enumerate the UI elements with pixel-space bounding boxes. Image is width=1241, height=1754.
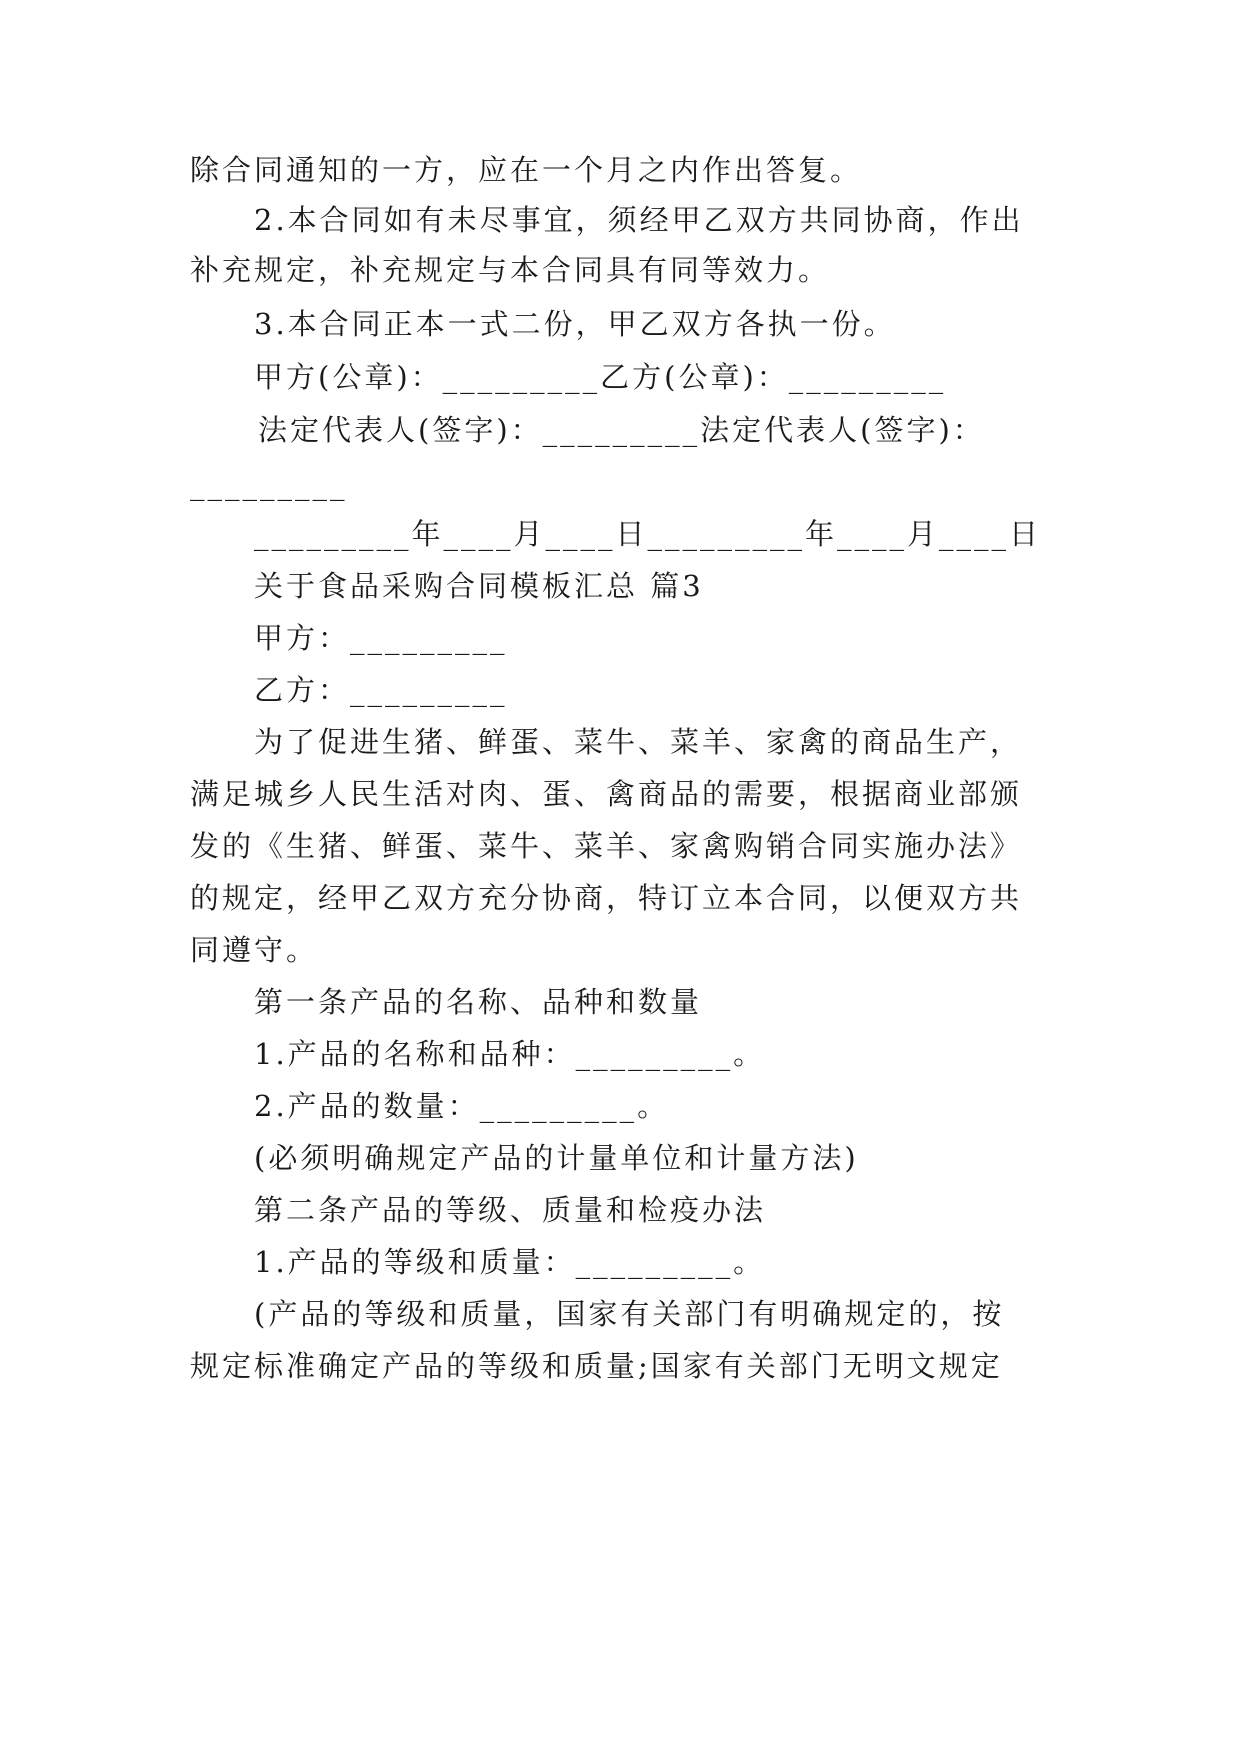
preamble-line: 发的《生猪、鲜蛋、菜牛、菜羊、家禽购销合同实施办法》 [190, 829, 1023, 863]
preamble-line: 的规定，经甲乙双方充分协商，特订立本合同，以便双方共 [190, 881, 1023, 915]
preamble-line: 为了促进生猪、鲜蛋、菜牛、菜羊、家禽的商品生产， [254, 725, 1023, 759]
paragraph-line: 补充规定，补充规定与本合同具有同等效力。 [190, 253, 831, 287]
article-2-note: (产品的等级和质量，国家有关部门有明确规定的，按 [254, 1297, 1005, 1331]
article-1-note: (必须明确规定产品的计量单位和计量方法) [254, 1141, 859, 1175]
article-2-note: 规定标准确定产品的等级和质量;国家有关部门无明文规定 [190, 1349, 1003, 1383]
article-1-item-2: 2.产品的数量：_________。 [254, 1089, 670, 1123]
date-line: _________年____月____日_________年____月____日 [254, 517, 1042, 551]
signature-blank: _________ [190, 467, 348, 501]
paragraph-line: 除合同通知的一方，应在一个月之内作出答复。 [190, 153, 863, 187]
party-a-line: 甲方：_________ [254, 621, 508, 655]
article-2-item-1: 1.产品的等级和质量：_________。 [254, 1245, 766, 1279]
preamble-line: 满足城乡人民生活对肉、蛋、禽商品的需要，根据商业部颁 [190, 777, 1023, 811]
section-title: 关于食品采购合同模板汇总 篇3 [254, 569, 704, 603]
preamble-line: 同遵守。 [190, 933, 319, 967]
signature-line: 法定代表人(签字)：_________法定代表人(签字)： [258, 413, 985, 447]
clause-2-line: 2.本合同如有未尽事宜，须经甲乙双方共同协商，作出 [254, 203, 1024, 237]
seal-line: 甲方(公章)：_________乙方(公章)：_________ [254, 360, 947, 394]
article-1-heading: 第一条产品的名称、品种和数量 [254, 985, 703, 1019]
article-1-item-1: 1.产品的名称和品种：_________。 [254, 1037, 766, 1071]
party-b-line: 乙方：_________ [254, 673, 508, 707]
article-2-heading: 第二条产品的等级、质量和检疫办法 [254, 1193, 767, 1227]
clause-3-line: 3.本合同正本一式二份，甲乙双方各执一份。 [254, 307, 896, 341]
